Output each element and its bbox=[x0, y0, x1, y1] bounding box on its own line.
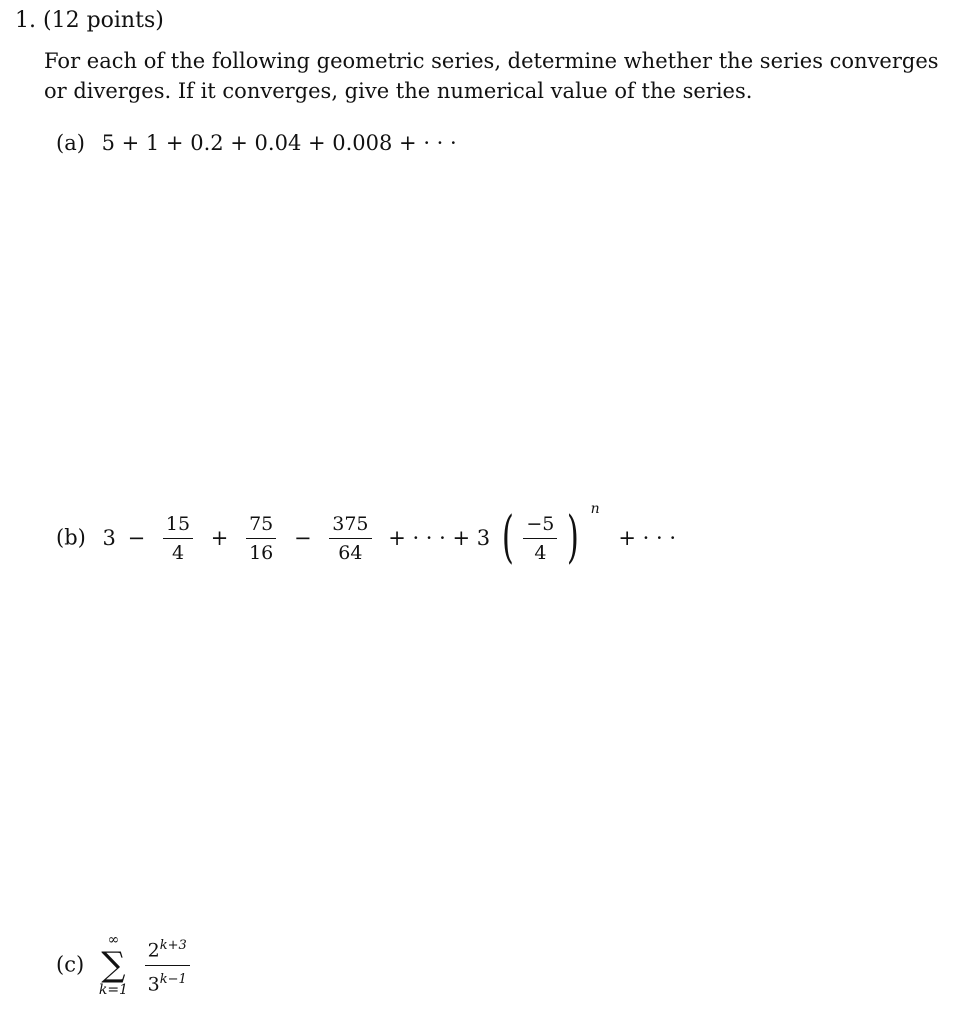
open-paren: ( bbox=[501, 505, 514, 570]
problem-instructions: For each of the following geometric series, determine whether the series converges or diverges. If it converges, give the numerical value of the series. bbox=[44, 49, 939, 103]
part-b bbox=[56, 501, 677, 570]
numerator-exponent: k+3 bbox=[159, 938, 187, 954]
denominator-exponent: k−1 bbox=[159, 971, 187, 987]
fraction-summand bbox=[145, 935, 190, 995]
summation bbox=[99, 932, 128, 998]
part-a-label: (a) bbox=[56, 131, 85, 155]
minus-sign: − bbox=[293, 525, 312, 550]
plus-sign: + bbox=[210, 525, 229, 550]
trailing-ellipsis: + · · · bbox=[618, 525, 677, 550]
minus-sign: − bbox=[127, 525, 146, 550]
fraction-15-4 bbox=[163, 513, 193, 564]
close-paren: ) bbox=[567, 505, 580, 570]
fraction-denominator: 16 bbox=[249, 541, 274, 564]
fraction-375-64 bbox=[329, 513, 371, 564]
fraction-numerator: 15 bbox=[163, 513, 193, 539]
exponent-n: n bbox=[590, 501, 600, 517]
fraction-denominator: 4 bbox=[171, 541, 185, 564]
fraction-denominator: 4 bbox=[534, 541, 547, 564]
fraction-numerator bbox=[145, 935, 190, 965]
part-c-label: (c) bbox=[56, 952, 85, 977]
part-b-first-term: 3 bbox=[102, 525, 116, 550]
sum-upper-limit: ∞ bbox=[107, 932, 120, 948]
fraction-denominator bbox=[145, 966, 190, 995]
fraction-75-16 bbox=[246, 513, 276, 564]
fraction-denominator: 64 bbox=[338, 541, 363, 564]
numerator-base: 2 bbox=[147, 939, 160, 962]
problem-number: 1. bbox=[15, 8, 36, 33]
problem-header bbox=[15, 6, 164, 36]
part-c bbox=[56, 932, 196, 998]
fraction-numerator: 75 bbox=[246, 513, 276, 539]
sigma-symbol: ∑ bbox=[101, 945, 126, 985]
sum-lower-limit: k=1 bbox=[98, 982, 128, 998]
fraction-numerator: 375 bbox=[329, 513, 371, 539]
fraction-numerator: −5 bbox=[523, 513, 557, 539]
problem-points: (12 points) bbox=[43, 8, 164, 33]
fraction-general-ratio bbox=[523, 513, 557, 564]
part-a-expression: 5 + 1 + 0.2 + 0.04 + 0.008 + · · · bbox=[101, 131, 457, 155]
denominator-base: 3 bbox=[147, 972, 160, 995]
part-a bbox=[56, 133, 457, 154]
middle-ellipsis: + · · · + 3 bbox=[388, 525, 491, 550]
part-b-label: (b) bbox=[56, 525, 86, 550]
